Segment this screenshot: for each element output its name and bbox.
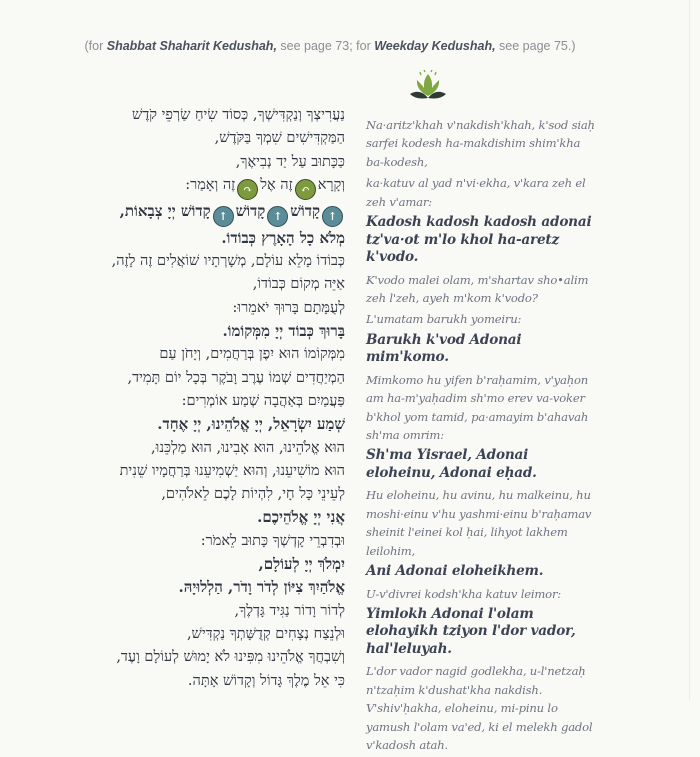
hebrew-word: קָדוֹשׁ bbox=[290, 201, 320, 220]
hebrew-line: כִּי אֵל מֶלֶךְ גָּדוֹל וְקָדוֹשׁ אָתָּה. bbox=[187, 672, 345, 689]
hebrew-line: אַיֵּה מְקוֹם כְּבוֹדוֹ, bbox=[252, 276, 345, 293]
hebrew-line: יִמְלֹךְ יְיָ לְעוֹלָם, bbox=[258, 555, 345, 574]
hebrew-line: כְּבוֹדוֹ מָלֵא עוֹלָם, מְשָׁרְתָיו שׁוֹאֲלִים זֶה לָזֶה, bbox=[111, 253, 345, 270]
transliteration-paragraph: L'umatam barukh yomeiru: bbox=[366, 312, 522, 327]
transliteration-response: Ani Adonai eloheikhem. bbox=[366, 563, 544, 579]
transliteration-paragraph: L'dor vador nagid godlekha, u-l'netzaḥ n'tzaḥim k'dushat'kha nakdish. V'shiv'ḥakha, eloheinu, mi-pinu lo yamush l'olam va'ed, ki el melekh gadol v'kadosh atah. bbox=[366, 664, 593, 753]
hebrew-word: וְקָרָא bbox=[317, 176, 345, 193]
note-text: (for bbox=[84, 39, 107, 53]
rise-on-toes-icon: ↑ bbox=[267, 206, 288, 227]
page-edge bbox=[689, 0, 690, 700]
hebrew-line: אֱלֹהַיִךְ צִיּוֹן לְדֹר וָדֹר, הַלְלוּיָהּ. bbox=[178, 578, 345, 597]
note-text: see page 75.) bbox=[495, 39, 576, 53]
rise-on-toes-icon: ↑ bbox=[213, 206, 234, 227]
transliteration-response: Kadosh kadosh kadosh adonai tz'va·ot m'lo khol ha-aretz k'vodo. bbox=[366, 214, 592, 266]
hebrew-line: לְעֻמָּתָם בָּרוּךְ יֹאמֵרוּ: bbox=[232, 299, 345, 316]
transliteration-response: Yimlokh Adonai l'olam elohayikh tziyon l'dor vador, hal'leluyah. bbox=[366, 605, 576, 657]
hebrew-line: הַמְיַחֲדִים שְׁמוֹ עֶרֶב וָבֹקֶר בְּכָל יוֹם תָּמִיד, bbox=[127, 369, 345, 386]
hebrew-line: וְשִׁבְחֲךָ אֱלֹהֵינוּ מִפִּינוּ לֹא יָמוּשׁ לְעוֹלָם וָעֶד, bbox=[116, 649, 345, 666]
turn-to-side-icon: ↶ bbox=[295, 179, 316, 200]
transliteration-paragraph: ka·katuv al yad n'vi·ekha, v'kara zeh el zeh v'amar: bbox=[366, 176, 586, 209]
transliteration-response: Barukh k'vod Adonai mim'komo. bbox=[366, 331, 522, 366]
transliteration-paragraph: Na·aritz'khah v'nakdish'khah, k'sod siaḥ sarfei kodesh ha-makdishim shim'kha ba-kodesh, bbox=[366, 118, 595, 169]
hebrew-line: נַעֲרִיצְךָ וְנַקְדִּישְׁךָ, כְּסוֹד שִׂיחַ שַׂרְפֵי קֹדֶשׁ bbox=[131, 107, 345, 123]
hebrew-line: מִמְּקוֹמוֹ הוּא יִפֶן בְּרַחֲמִים, וְיָחֹן עַם bbox=[159, 346, 345, 363]
transliteration-paragraph: Mimkomo hu yifen b'raḥamim, v'yaḥon am ha-m'yaḥadim sh'mo erev va-voker b'khol yom tamid, pa·amayim b'ahavah sh'ma omrim: bbox=[366, 372, 589, 442]
transliteration-column bbox=[366, 116, 596, 757]
hebrew-line bbox=[75, 174, 345, 200]
hebrew-line: וּלְנֵצַח נְצָחִים קְדֻשָּׁתְךָ נַקְדִּישׁ, bbox=[186, 625, 345, 642]
transliteration-response: Sh'ma Yisrael, Adonai eloheinu, Adonai eḥad. bbox=[366, 447, 537, 481]
transliteration-paragraph: Hu eloheinu, hu avinu, hu malkeinu, hu moshi·einu v'hu yashmi·einu b'raḥamav sheinit l'einei kol ḥai, lihyot lakhem leilohim, bbox=[366, 488, 592, 558]
transliteration-paragraph: K'vodo malei olam, m'shartav sho•alim zeh l'zeh, ayeh m'kom k'vodo? bbox=[366, 272, 589, 305]
hebrew-line: בָּרוּךְ כְּבוֹד יְיָ מִמְּקוֹמוֹ. bbox=[222, 322, 345, 341]
lotus-icon bbox=[406, 68, 450, 102]
hebrew-word: זֶה וְאָמַר: bbox=[185, 176, 236, 193]
hebrew-word: קָדוֹשׁ יְיָ צְבָאוֹת, bbox=[119, 201, 211, 220]
transliteration-paragraph: U-v'divrei kodsh'kha katuv leimor: bbox=[366, 586, 562, 601]
hebrew-line bbox=[75, 200, 345, 227]
hebrew-word: קָדוֹשׁ bbox=[235, 201, 266, 220]
hebrew-line: לְדוֹר וָדוֹר נַגִּיד גָּדְלֶךָ, bbox=[234, 602, 345, 619]
hebrew-line: מְלֹא כָל הָאָרֶץ כְּבוֹדוֹ. bbox=[221, 228, 345, 247]
hebrew-line: כַּכָּתוּב עַל יַד נְבִיאֶךָ, bbox=[235, 153, 345, 170]
rise-on-toes-icon: ↑ bbox=[322, 206, 343, 227]
hebrew-line: שְׁמַע יִשְׂרָאֵל, יְיָ אֱלֹהֵינוּ, יְיָ אֶחָד. bbox=[157, 415, 345, 434]
hebrew-line: הוּא אֱלֹהֵינוּ, הוּא אָבִינוּ, הוּא מַלְכֵּנוּ, bbox=[151, 439, 345, 456]
hebrew-line: הַמַּקְדִּישִׁים שִׁמְךָ בַּקֹּדֶשׁ, bbox=[214, 130, 345, 147]
hebrew-line: אֲנִי יְיָ אֱלֹהֵיכֶם. bbox=[257, 508, 345, 527]
note-text: see page 73; for bbox=[276, 39, 375, 53]
page-reference-note bbox=[0, 39, 660, 53]
hebrew-word: זֶה אֶל bbox=[260, 176, 293, 193]
hebrew-line: פַּעֲמַיִם בְּאַהֲבָה שְׁמַע אוֹמְרִים: bbox=[181, 392, 345, 409]
hebrew-line: וּבְדִבְרֵי קָדְשְׁךָ כָּתוּב לֵאמֹר: bbox=[200, 532, 345, 549]
hebrew-line: לְעֵינֵי כָּל חָי, לִהְיוֹת לָכֶם לֵאלֹהִים, bbox=[161, 486, 345, 503]
hebrew-text bbox=[75, 104, 345, 693]
weekday-kedushah-link[interactable]: Weekday Kedushah, bbox=[374, 39, 496, 53]
shabbat-kedushah-link[interactable]: Shabbat Shaharit Kedushah, bbox=[106, 39, 277, 53]
hebrew-line: הוּא מוֹשִׁיעֵנוּ, וְהוּא יַשְׁמִיעֵנוּ בְּרַחֲמָיו שֵׁנִית bbox=[119, 462, 345, 479]
turn-to-side-icon: ↷ bbox=[237, 179, 258, 200]
